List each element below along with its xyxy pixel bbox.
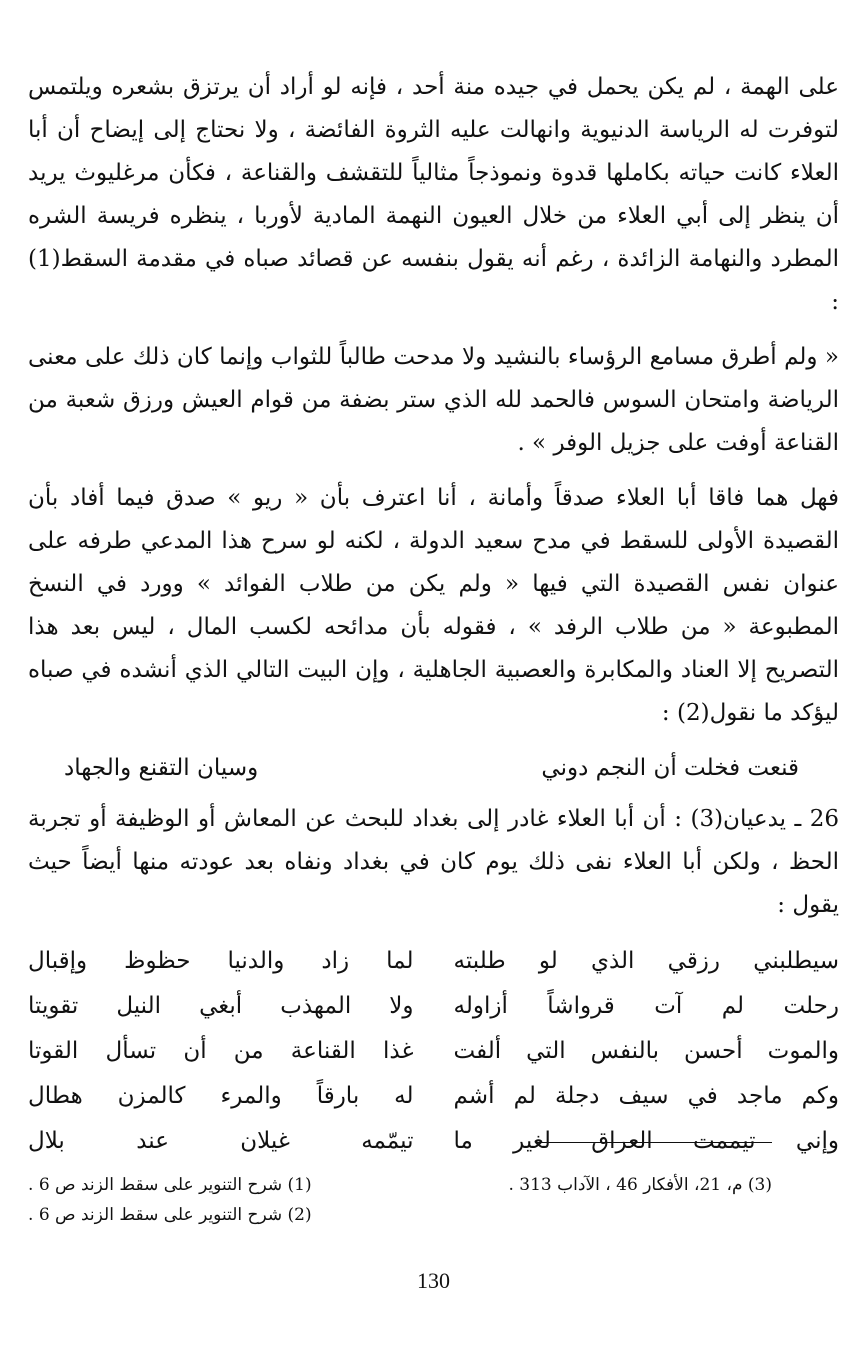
verse-right: وكم ماجد في سيف دجلة لم أشم (453, 1083, 839, 1109)
verse-right: رحلت لم آت قرواشاً أزاوله (453, 993, 839, 1019)
verse-right: سيطلبني رزقي الذي لو طلبته (453, 948, 839, 974)
verse-first-hemistich: قنعت فخلت أن النجم دوني (541, 755, 799, 781)
paragraph-1: على الهمة ، لم يكن يحمل في جيده منة أحد ، فإنه لو أراد أن يرتزق بشعره ويلتمس لتوفرت له الرياسة الدنيوية وانهالت عليه الثروة الفائضة ، ولا نحتاج إلى إيضاح أن أبا العلاء كانت حياته بكاملها قدوة ونموذجاً مثالياً للتقشف والقناعة ، فكأن مرغليوث يريد أن ينظر إلى أبي العلاء من خلال العيون النهمة المادية لأوربا ، ينظره فريسة الشره المطرد والنهامة الزائدة ، رغم أنه يقول بنفسه عن قصائد صباه في مقدمة السقط(1) : (28, 74, 839, 315)
verse-left: غذا القناعة من أن تسأل القوتا (28, 1038, 414, 1064)
single-verse (64, 747, 799, 790)
verse-left: له بارقاً والمرء كالمزن هطال (28, 1083, 414, 1109)
footnote-1: (1) شرح التنوير على سقط الزند ص 6 . (28, 1175, 312, 1195)
verse-left: لما زاد والدنيا حظوظ وإقبال (28, 948, 414, 974)
main-text (28, 66, 839, 1164)
paragraph-3: فهل هما فاقا أبا العلاء صدقاً وأمانة ، أنا اعترف بأن « ريو » صدق فيما أفاد بأن القصيدة الأولى للسقط في مدح سعيد الدولة ، لكنه لو سرح هذا المدعي طرفه على عنوان نفس القصيدة التي فيها « ولم يكن من طلاب الفوائد » وورد في النسخ المطبوعة « من طلاب الرفد » ، فقوله بأن مدائحه لكسب المال ، ليس بعد هذا التصريح إلا العناد والمكابرة والعصبية الجاهلية ، وإن البيت التالي الذي أنشده في صباه ليؤكد ما نقول(2) : (28, 485, 839, 726)
footnotes-right-column (28, 1170, 312, 1230)
poem-verses (28, 939, 839, 1164)
verse-left: تيمّمه غيلان عند بلال (28, 1128, 414, 1154)
footnotes-left-column (508, 1170, 772, 1230)
verse-right: والموت أحسن بالنفس التي ألفت (453, 1038, 839, 1064)
footnote-3: (3) م، 21، الأفكار 46 ، الآداب 313 . (508, 1175, 772, 1195)
footnote-2: (2) شرح التنوير على سقط الزند ص 6 . (28, 1205, 312, 1225)
verse-right: وإني تيممت العراق لغير ما (453, 1128, 839, 1154)
footnote-divider (536, 1142, 772, 1143)
page-number: 130 (417, 1268, 450, 1293)
verse-second-hemistich: وسيان التقنع والجهاد (64, 755, 259, 781)
paragraph-26: 26 ـ يدعيان(3) : أن أبا العلاء غادر إلى بغداد للبحث عن المعاش أو الوظيفة أو تجربة الحظ ، ولكن أبا العلاء نفى ذلك يوم كان في بغداد ونفاه بعد عودته منها أيضاً حيث يقول : (28, 806, 839, 918)
paragraph-quote: « ولم أطرق مسامع الرؤساء بالنشيد ولا مدحت طالباً للثواب وإنما كان ذلك على معنى الرياضة وامتحان السوس فالحمد لله الذي ستر بضفة من قوام العيش ورزق شعبة من القناعة أوفت على جزيل الوفر » . (28, 344, 839, 456)
verse-left: ولا المهذب أبغي النيل تقويتا (28, 993, 414, 1019)
footnotes (28, 1170, 772, 1230)
